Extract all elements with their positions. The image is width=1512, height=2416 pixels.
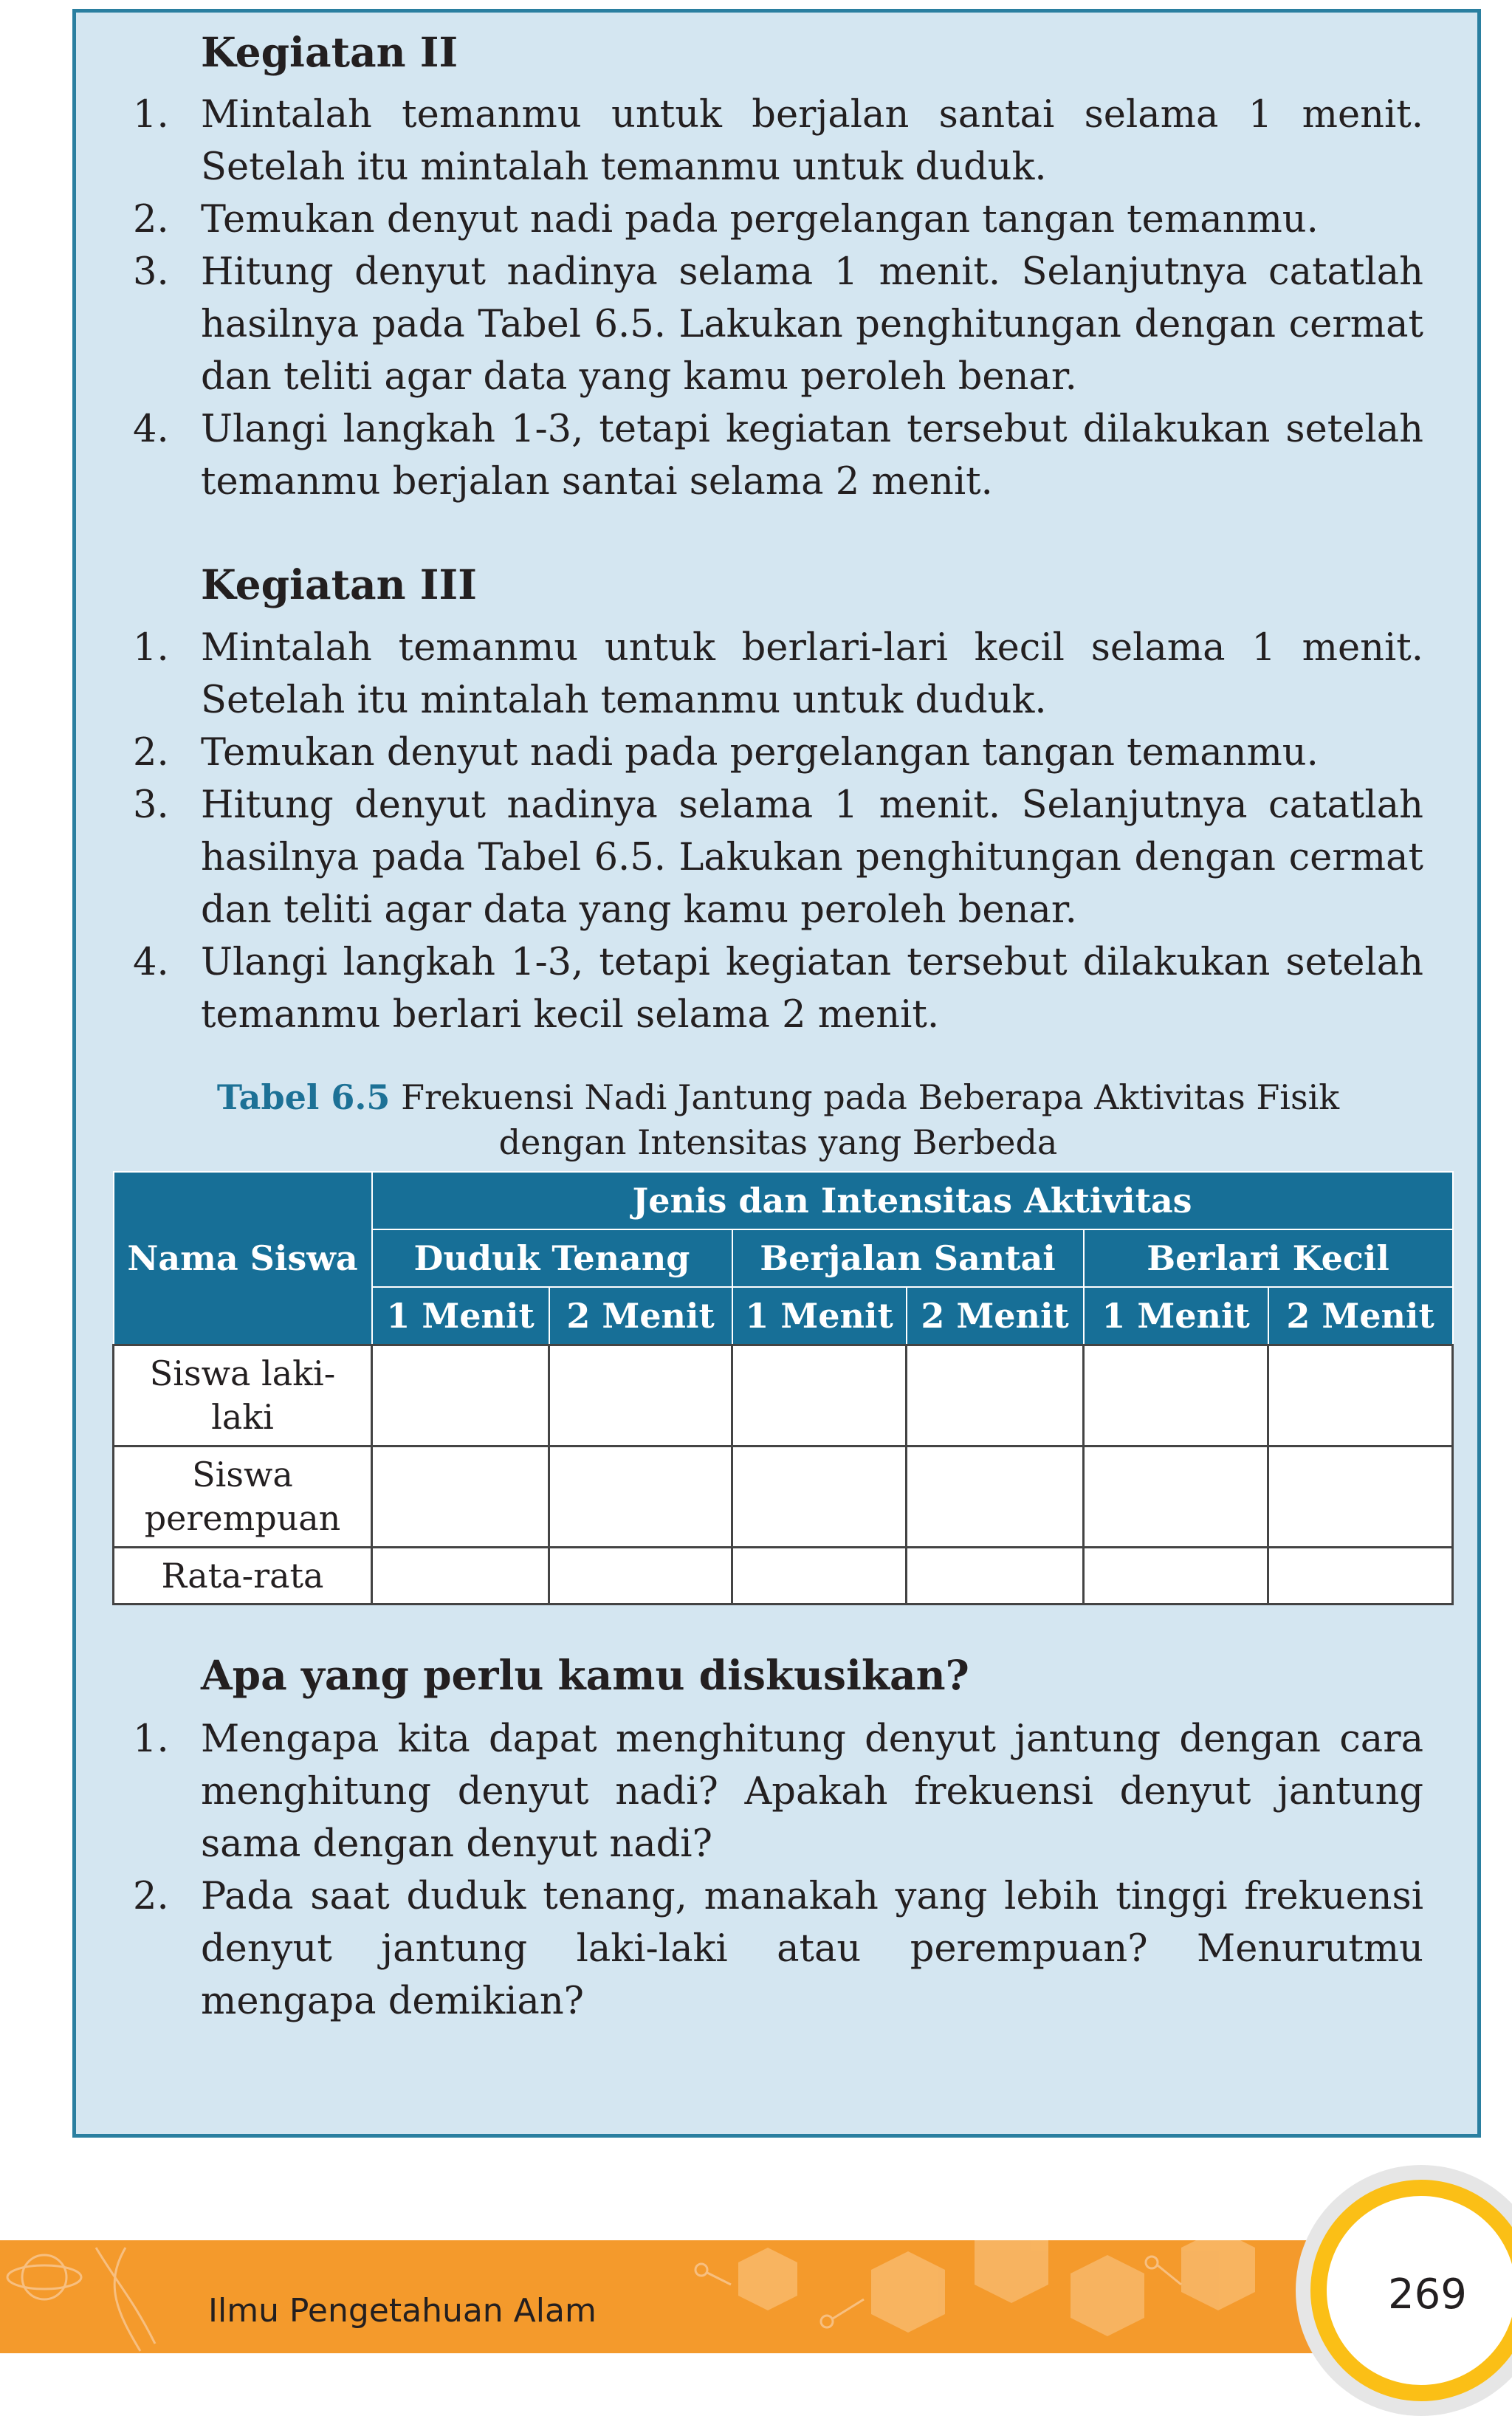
caption-text-1: Frekuensi Nadi Jantung pada Beberapa Aktivitas Fisik bbox=[401, 1077, 1340, 1117]
empty-cell bbox=[1084, 1548, 1268, 1605]
table-row bbox=[114, 1548, 1453, 1605]
empty-cell bbox=[372, 1446, 549, 1548]
item-text: Hitung denyut nadinya selama 1 menit. Selanjutnya catatlah hasilnya pada Tabel 6.5. Lakukan penghitungan dengan cermat dan teliti agar data yang kamu peroleh benar. bbox=[201, 783, 1423, 932]
empty-cell bbox=[1084, 1345, 1268, 1446]
item-number: 4. bbox=[133, 408, 169, 451]
header-duration: 2 Menit bbox=[1268, 1287, 1453, 1345]
item-text: Mengapa kita dapat menghitung denyut jantung dengan cara menghitung denyut nadi? Apakah frekuensi denyut jantung sama dengan denyut nadi? bbox=[201, 1717, 1423, 1866]
empty-cell bbox=[732, 1345, 907, 1446]
list-item bbox=[133, 936, 1423, 1041]
item-number: 1. bbox=[133, 1717, 169, 1761]
item-number: 4. bbox=[133, 941, 169, 984]
table-row bbox=[114, 1446, 1453, 1548]
diskusi-steps bbox=[133, 1713, 1423, 2028]
item-text: Mintalah temanmu untuk berjalan santai selama 1 menit. Setelah itu mintalah temanmu untuk duduk. bbox=[201, 93, 1423, 189]
caption-line-1 bbox=[118, 1075, 1438, 1120]
header-duration: 2 Menit bbox=[907, 1287, 1084, 1345]
item-number: 2. bbox=[133, 1875, 169, 1918]
list-item bbox=[133, 246, 1423, 403]
header-activity-group: Jenis dan Intensitas Aktivitas bbox=[372, 1172, 1453, 1229]
hexagon-shape bbox=[1071, 2255, 1144, 2336]
caption-text-2: dengan Intensitas yang Berbeda bbox=[498, 1122, 1058, 1162]
empty-cell bbox=[1084, 1446, 1268, 1548]
kegiatan-2-steps bbox=[133, 89, 1423, 508]
empty-cell bbox=[907, 1548, 1084, 1605]
list-item bbox=[133, 1713, 1423, 1870]
list-item bbox=[133, 193, 1423, 246]
table-caption bbox=[118, 1075, 1438, 1165]
item-number: 2. bbox=[133, 198, 169, 241]
diskusi-heading: Apa yang perlu kamu diskusikan? bbox=[201, 1651, 969, 1699]
header-duduk-tenang: Duduk Tenang bbox=[372, 1229, 732, 1287]
list-item bbox=[133, 89, 1423, 193]
empty-cell bbox=[1268, 1345, 1453, 1446]
pulse-table bbox=[112, 1171, 1454, 1605]
empty-cell bbox=[372, 1345, 549, 1446]
item-number: 3. bbox=[133, 250, 169, 294]
item-number: 3. bbox=[133, 783, 169, 827]
list-item bbox=[133, 779, 1423, 936]
empty-cell bbox=[549, 1345, 732, 1446]
header-berjalan-santai: Berjalan Santai bbox=[732, 1229, 1084, 1287]
book-title: Ilmu Pengetahuan Alam bbox=[208, 2292, 597, 2330]
hexagon-shape bbox=[975, 2240, 1048, 2303]
empty-cell bbox=[1268, 1548, 1453, 1605]
item-text: Ulangi langkah 1-3, tetapi kegiatan tersebut dilakukan setelah temanmu berlari kecil selama 2 menit. bbox=[201, 941, 1423, 1037]
hexagon-shape bbox=[738, 2248, 797, 2310]
list-item bbox=[133, 403, 1423, 508]
kegiatan-3-steps bbox=[133, 622, 1423, 1041]
row-label: Siswa laki- laki bbox=[114, 1345, 372, 1446]
item-number: 1. bbox=[133, 93, 169, 137]
empty-cell bbox=[907, 1446, 1084, 1548]
empty-cell bbox=[372, 1548, 549, 1605]
empty-cell bbox=[732, 1446, 907, 1548]
empty-cell bbox=[549, 1548, 732, 1605]
list-item bbox=[133, 622, 1423, 727]
item-number: 1. bbox=[133, 626, 169, 670]
empty-cell bbox=[549, 1446, 732, 1548]
empty-cell bbox=[1268, 1446, 1453, 1548]
header-berlari-kecil: Berlari Kecil bbox=[1084, 1229, 1453, 1287]
list-item bbox=[133, 727, 1423, 779]
item-text: Mintalah temanmu untuk berlari-lari kecil selama 1 menit. Setelah itu mintalah temanmu untuk duduk. bbox=[201, 626, 1423, 722]
item-number: 2. bbox=[133, 731, 169, 775]
header-duration: 1 Menit bbox=[1084, 1287, 1268, 1345]
hexagon-shape bbox=[1181, 2240, 1255, 2310]
header-nama-siswa: Nama Siswa bbox=[114, 1172, 372, 1345]
item-text: Hitung denyut nadinya selama 1 menit. Selanjutnya catatlah hasilnya pada Tabel 6.5. Lakukan penghitungan dengan cermat dan teliti agar data yang kamu peroleh benar. bbox=[201, 250, 1423, 399]
row-label: Siswa perempuan bbox=[114, 1446, 372, 1548]
caption-label: Tabel 6.5 bbox=[216, 1077, 391, 1117]
kegiatan-2-heading: Kegiatan II bbox=[201, 28, 458, 76]
page-number: 269 bbox=[1388, 2271, 1467, 2319]
empty-cell bbox=[732, 1548, 907, 1605]
table-row bbox=[114, 1345, 1453, 1446]
item-text: Temukan denyut nadi pada pergelangan tangan temanmu. bbox=[201, 198, 1319, 241]
item-text: Pada saat duduk tenang, manakah yang lebih tinggi frekuensi denyut jantung laki-laki atau perempuan? Menurutmu mengapa demikian? bbox=[201, 1875, 1423, 2023]
hexagon-shape bbox=[871, 2251, 945, 2333]
item-text: Ulangi langkah 1-3, tetapi kegiatan tersebut dilakukan setelah temanmu berjalan santai selama 2 menit. bbox=[201, 408, 1423, 504]
item-text: Temukan denyut nadi pada pergelangan tangan temanmu. bbox=[201, 731, 1319, 775]
kegiatan-3-heading: Kegiatan III bbox=[201, 560, 477, 608]
header-duration: 1 Menit bbox=[372, 1287, 549, 1345]
list-item bbox=[133, 1870, 1423, 2028]
header-duration: 2 Menit bbox=[549, 1287, 732, 1345]
header-duration: 1 Menit bbox=[732, 1287, 907, 1345]
empty-cell bbox=[907, 1345, 1084, 1446]
row-label: Rata-rata bbox=[114, 1548, 372, 1605]
